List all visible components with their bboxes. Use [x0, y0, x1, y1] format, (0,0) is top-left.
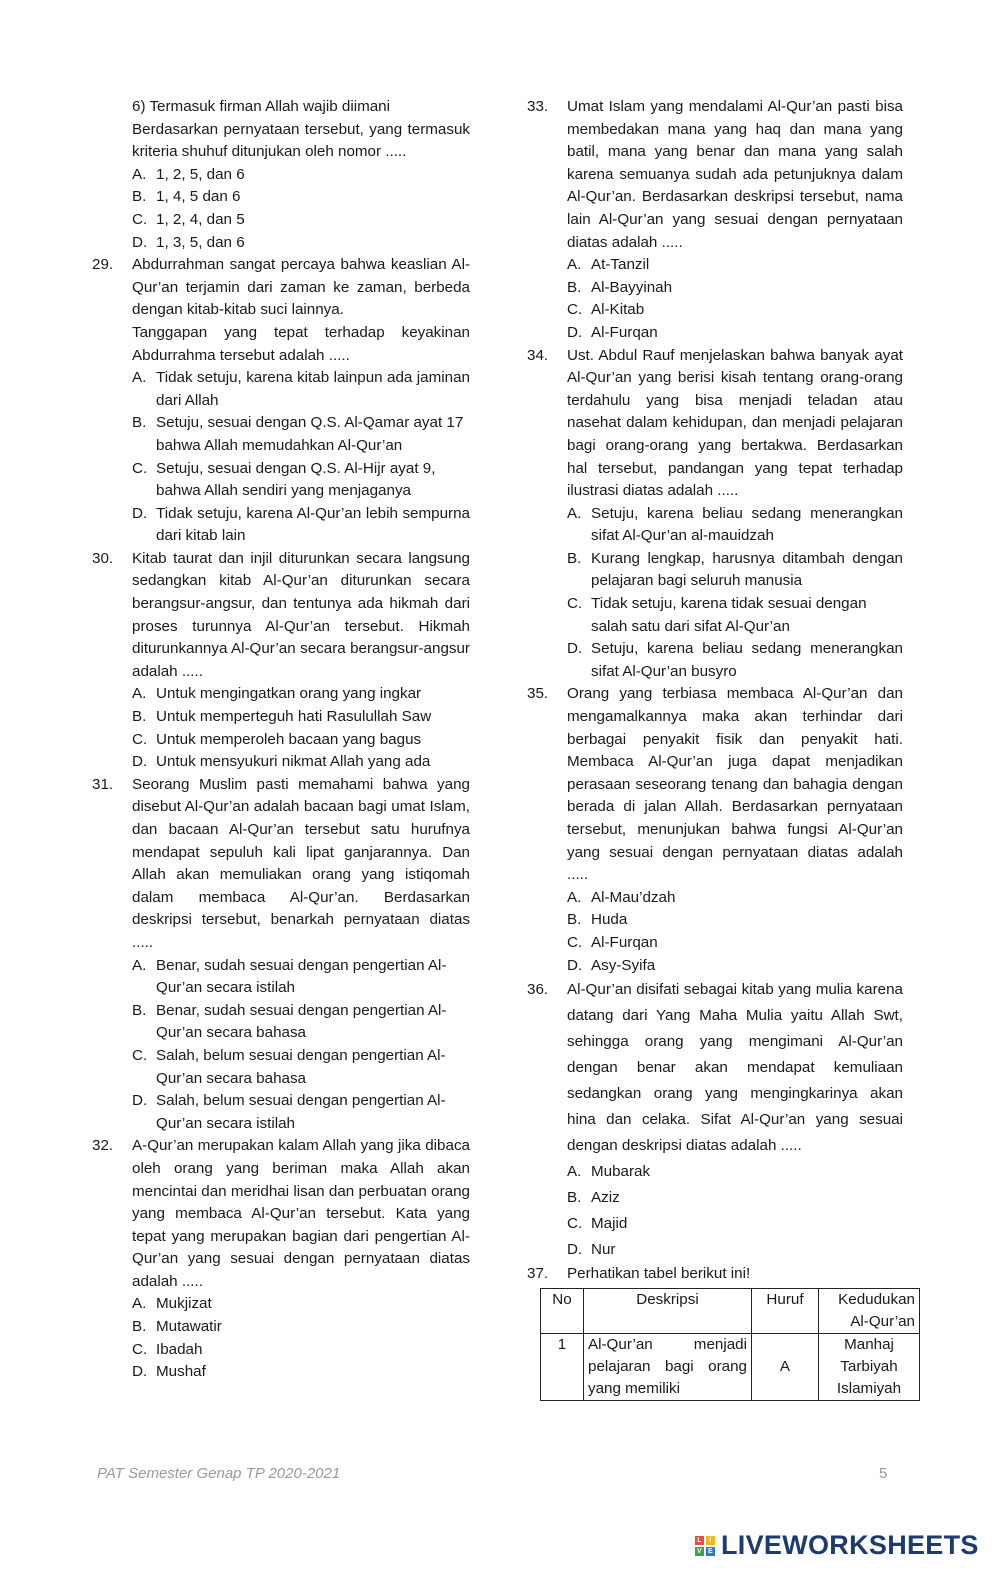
q29-option-b[interactable] — [132, 412, 470, 457]
q30-option-c[interactable] — [132, 729, 470, 752]
table-cell-kedudukan: Manhaj Tarbiyah Islamiyah — [819, 1333, 920, 1400]
option-text: Majid — [591, 1215, 628, 1233]
option-letter: A. — [132, 956, 147, 974]
option-text: Untuk mensyukuri nikmat Allah yang ada — [156, 753, 431, 771]
option-text: Tidak setuju, karena tidak sesuai dengan salah satu dari sifat Al-Qur’an — [591, 595, 867, 635]
footer-title: PAT Semester Genap TP 2020-2021 — [97, 1465, 341, 1482]
q28-item-6: 6) Termasuk firman Allah wajib diimani — [132, 98, 391, 115]
q28-option-a[interactable] — [132, 164, 470, 187]
option-text: Setuju, karena beliau sedang menerangkan sifat Al-Qur’an al-mauidzah — [591, 504, 903, 545]
q33-option-a[interactable] — [567, 254, 903, 277]
option-letter: B. — [132, 1001, 147, 1019]
option-text: Mushaf — [156, 1363, 206, 1381]
logo-square-i: I — [706, 1536, 715, 1545]
question-number: 31. — [92, 775, 114, 793]
table-header-kedudukan: Kedudukan Al-Qur’an — [819, 1288, 920, 1333]
option-text: Tidak setuju, karena kitab lainpun ada jaminan dari Allah — [156, 369, 470, 409]
option-letter: B. — [132, 188, 147, 206]
question-number: 34. — [527, 346, 549, 364]
question-text: Seorang Muslim pasti memahami bahwa yang disebut Al-Qur’an adalah bacaan bagi umat Islam, dan bacaan Al-Qur’an tersebut satu hurufnya mendapat sepuluh kali lipat ganjarannya. Dan Allah akan memuliakan orang yang istiqomah dalam membaca Al-Qur’an. Berdasarkan deskripsi tersebut, benarkah pernyataan diatas ..... — [132, 775, 470, 951]
option-letter: A. — [132, 369, 147, 387]
q35-option-c[interactable] — [567, 932, 903, 955]
option-letter: B. — [567, 911, 582, 929]
option-text: Setuju, karena beliau sedang menerangkan sifat Al-Qur’an busyro — [591, 640, 903, 680]
option-text: Mutawatir — [156, 1318, 222, 1336]
option-text: 1, 2, 5, dan 6 — [156, 165, 245, 183]
q36-option-a[interactable] — [567, 1159, 903, 1185]
question-35 — [527, 683, 903, 977]
q28-option-c[interactable] — [132, 209, 470, 232]
page-number: 5 — [879, 1465, 888, 1482]
option-letter: D. — [132, 1092, 148, 1110]
option-text: 1, 4, 5 dan 6 — [156, 188, 241, 206]
option-letter: D. — [132, 753, 148, 771]
option-letter: C. — [567, 933, 583, 951]
question-text: Ust. Abdul Rauf menjelaskan bahwa banyak ayat Al-Qur’an yang berisi kisah tentang orang-orang terdahulu yang bisa menjadi teladan atau nasehat dalam kehidupan, dan menjadi pelajaran bagi orang-orang yang bertakwa. Berdasarkan hal tersebut, pandangan yang tepat terhadap ilustrasi diatas adalah ..... — [567, 346, 903, 500]
q35-option-b[interactable] — [567, 909, 903, 932]
option-text: Salah, belum sesuai dengan pengertian Al-Qur’an secara bahasa — [156, 1046, 446, 1087]
q36-option-c[interactable] — [567, 1211, 903, 1237]
option-text: Tidak setuju, karena Al-Qur’an lebih sempurna dari kitab lain — [156, 504, 470, 545]
q33-option-c[interactable] — [567, 299, 903, 322]
option-letter: B. — [132, 414, 147, 432]
option-letter: B. — [132, 1318, 147, 1336]
q28-tail — [92, 96, 470, 254]
option-letter: A. — [132, 685, 147, 703]
option-text: Benar, sudah sesuai dengan pengertian Al-Qur’an secara istilah — [156, 956, 447, 997]
table-cell-huruf: A — [752, 1333, 819, 1400]
q29-option-d[interactable] — [132, 503, 470, 548]
option-letter: C. — [132, 1340, 148, 1358]
q33-option-b[interactable] — [567, 277, 903, 300]
option-text: Asy-Syifa — [591, 956, 656, 974]
option-letter: A. — [567, 256, 582, 274]
q34-option-a[interactable] — [567, 503, 903, 548]
q28-question-text: Berdasarkan pernyataan tersebut, yang termasuk kriteria shuhuf ditunjukan oleh nomor ..... — [132, 120, 470, 161]
option-letter: C. — [132, 730, 148, 748]
option-letter: B. — [567, 549, 582, 567]
option-text: Kurang lengkap, harusnya ditambah dengan pelajaran bagi seluruh manusia — [591, 549, 903, 590]
question-number: 32. — [92, 1137, 114, 1155]
question-text: Abdurrahman sangat percaya bahwa keaslian Al-Qur’an terjamin dari zaman ke zaman, berbeda dengan kitab-kitab suci lainnya. — [132, 256, 470, 319]
question-text: Perhatikan tabel berikut ini! — [567, 1265, 751, 1283]
option-text: Al-Mau’dzah — [591, 888, 676, 906]
q31-option-a[interactable] — [132, 955, 470, 1000]
question-text: Kitab taurat dan injil diturunkan secara langsung sedangkan kitab Al-Qur’an diturunkan secara berangsur-angsur, dan tentunya ada hikmah dari proses turunnya Al-Qur’an tersebut. Hikmah diturunkannya Al-Qur’an secara berangsur-angsur adalah ..... — [132, 549, 470, 680]
q28-option-b[interactable] — [132, 186, 470, 209]
option-text: Al-Kitab — [591, 301, 645, 319]
option-letter: D. — [567, 640, 583, 658]
option-letter: B. — [132, 708, 147, 726]
question-text: Orang yang terbiasa membaca Al-Qur’an dan mengamalkannya maka akan terhindar dari berbagai penyakit fisik dan penyakit hati. Membaca Al-Qur’an juga dapat menjadikan perasaan seseorang tenang dan bahagia dengan berada di jalan Allah. Berdasarkan pernyataan tersebut, menunjukan bahwa fungsi Al-Qur’an yang sesuai dengan pernyataan diatas adalah ..... — [567, 685, 903, 884]
option-letter: B. — [567, 278, 582, 296]
question-29 — [92, 254, 470, 548]
q31-option-d[interactable] — [132, 1090, 470, 1135]
option-text: Aziz — [591, 1189, 620, 1207]
option-letter: C. — [567, 301, 583, 319]
q34-option-c[interactable] — [567, 593, 903, 638]
q32-option-a[interactable] — [132, 1293, 470, 1316]
option-text: Benar, sudah sesuai dengan pengertian Al-Qur’an secara bahasa — [156, 1001, 447, 1042]
question-number: 36. — [527, 981, 549, 999]
question-number: 35. — [527, 685, 549, 703]
option-text: Al-Bayyinah — [591, 278, 673, 296]
question-number: 29. — [92, 256, 114, 274]
option-letter: A. — [567, 504, 582, 522]
option-text: Mukjizat — [156, 1295, 212, 1313]
option-text: Untuk memperteguh hati Rasulullah Saw — [156, 708, 432, 726]
q35-option-d[interactable] — [567, 955, 903, 978]
option-letter: D. — [567, 1241, 583, 1259]
logo-square-v: V — [695, 1547, 704, 1556]
option-letter: A. — [567, 1163, 582, 1181]
table-header-no: No — [541, 1288, 584, 1333]
option-letter: C. — [567, 1215, 583, 1233]
option-letter: A. — [567, 888, 582, 906]
q37-table — [540, 1288, 920, 1401]
right-column — [527, 96, 915, 1401]
option-letter: C. — [132, 459, 148, 477]
question-33 — [527, 96, 903, 345]
option-text: 1, 3, 5, dan 6 — [156, 233, 245, 251]
option-letter: D. — [567, 956, 583, 974]
liveworksheets-wordmark: LIVEWORKSHEETS — [721, 1530, 979, 1560]
option-text: Huda — [591, 911, 628, 929]
q36-option-b[interactable] — [567, 1185, 903, 1211]
option-letter: C. — [132, 210, 148, 228]
table-header-deskripsi: Deskripsi — [584, 1288, 752, 1333]
table-cell-deskripsi: Al-Qur’an menjadi pelajaran bagi orang yang memiliki — [584, 1333, 752, 1400]
option-text: Untuk mengingatkan orang yang ingkar — [156, 685, 422, 703]
table-cell-no: 1 — [541, 1333, 584, 1400]
question-text: Al-Qur’an disifati sebagai kitab yang mulia karena datang dari Yang Maha Mulia yaitu Allah Swt, sehingga orang yang mengimani Al-Qur’an dengan benar akan mendapat kemuliaan sedangkan orang yang mengingkarinya akan hina dan celaka. Sifat Al-Qur’an yang sesuai dengan deskripsi diatas adalah ..... — [567, 981, 903, 1155]
table-header-row — [541, 1288, 920, 1333]
q30-option-a[interactable] — [132, 683, 470, 706]
option-text: Nur — [591, 1241, 616, 1259]
question-36 — [527, 977, 903, 1263]
option-letter: C. — [132, 1046, 148, 1064]
logo-square-e: E — [706, 1547, 715, 1556]
q30-option-b[interactable] — [132, 706, 470, 729]
option-text: Al-Furqan — [591, 323, 658, 341]
option-letter: D. — [567, 323, 583, 341]
q35-option-a[interactable] — [567, 887, 903, 910]
q34-option-b[interactable] — [567, 548, 903, 593]
option-text: Mubarak — [591, 1163, 651, 1181]
option-letter: D. — [132, 504, 148, 522]
option-text: At-Tanzil — [591, 256, 650, 274]
q31-option-b[interactable] — [132, 1000, 470, 1045]
option-text: Ibadah — [156, 1340, 203, 1358]
q29-option-a[interactable] — [132, 367, 470, 412]
option-letter: A. — [132, 1295, 147, 1313]
option-text: Al-Furqan — [591, 933, 658, 951]
q32-option-d[interactable] — [132, 1361, 470, 1384]
q28-option-d[interactable] — [132, 232, 470, 255]
q29-option-c[interactable] — [132, 458, 470, 503]
option-letter: D. — [132, 1363, 148, 1381]
option-letter: C. — [567, 595, 583, 613]
option-letter: B. — [567, 1189, 582, 1207]
question-text: A-Qur’an merupakan kalam Allah yang jika dibaca oleh orang yang beriman maka Allah akan mencintai dan meridhai lisan dan perbuatan orang yang membaca Al-Qur’an tersebut. Kata yang tepat yang merupakan bagian dari pengertian Al-Qur’an yang sesuai dengan pernyataan diatas adalah ..... — [132, 1137, 470, 1290]
option-text: Setuju, sesuai dengan Q.S. Al-Qamar ayat 17 bahwa Allah memudahkan Al-Qur’an — [156, 414, 464, 454]
option-text: 1, 2, 4, dan 5 — [156, 210, 245, 228]
option-letter: A. — [132, 165, 147, 183]
logo-square-l: L — [695, 1536, 704, 1545]
q36-option-d[interactable] — [567, 1237, 903, 1263]
left-column — [92, 96, 470, 1384]
table-header-huruf: Huruf — [752, 1288, 819, 1333]
question-text: Umat Islam yang mendalami Al-Qur’an pasti bisa membedakan mana yang haq dan mana yang batil, mana yang benar dan mana yang salah karena semuanya sudah ada petunjuknya dalam Al-Qur’an. Berdasarkan deskripsi tersebut, nama lain Al-Qur’an yang sesuai dengan pernyataan diatas adalah ..... — [567, 98, 903, 251]
question-number: 33. — [527, 98, 549, 115]
q30-option-d[interactable] — [132, 751, 470, 774]
option-letter: D. — [132, 233, 148, 251]
option-text: Setuju, sesuai dengan Q.S. Al-Hijr ayat 9, bahwa Allah sendiri yang menjaganya — [156, 459, 436, 500]
option-text: Salah, belum sesuai dengan pengertian Al-Qur’an secara istilah — [156, 1092, 446, 1132]
q31-option-c[interactable] — [132, 1045, 470, 1090]
liveworksheets-logo[interactable] — [695, 1530, 979, 1561]
question-32 — [92, 1135, 470, 1384]
question-31 — [92, 774, 470, 1136]
q34-option-d[interactable] — [567, 638, 903, 683]
option-text: Untuk memperoleh bacaan yang bagus — [156, 730, 422, 748]
q32-option-b[interactable] — [132, 1316, 470, 1339]
question-34 — [527, 345, 903, 684]
table-row — [541, 1333, 920, 1400]
question-number: 37. — [527, 1265, 549, 1283]
question-number: 30. — [92, 549, 114, 567]
question-30 — [92, 548, 470, 774]
question-prompt: Tanggapan yang tepat terhadap keyakinan Abdurrahma tersebut adalah ..... — [132, 323, 470, 364]
question-37 — [527, 1263, 903, 1286]
q33-option-d[interactable] — [567, 322, 903, 345]
liveworksheets-logo-icon — [695, 1536, 715, 1556]
q32-option-c[interactable] — [132, 1339, 470, 1362]
